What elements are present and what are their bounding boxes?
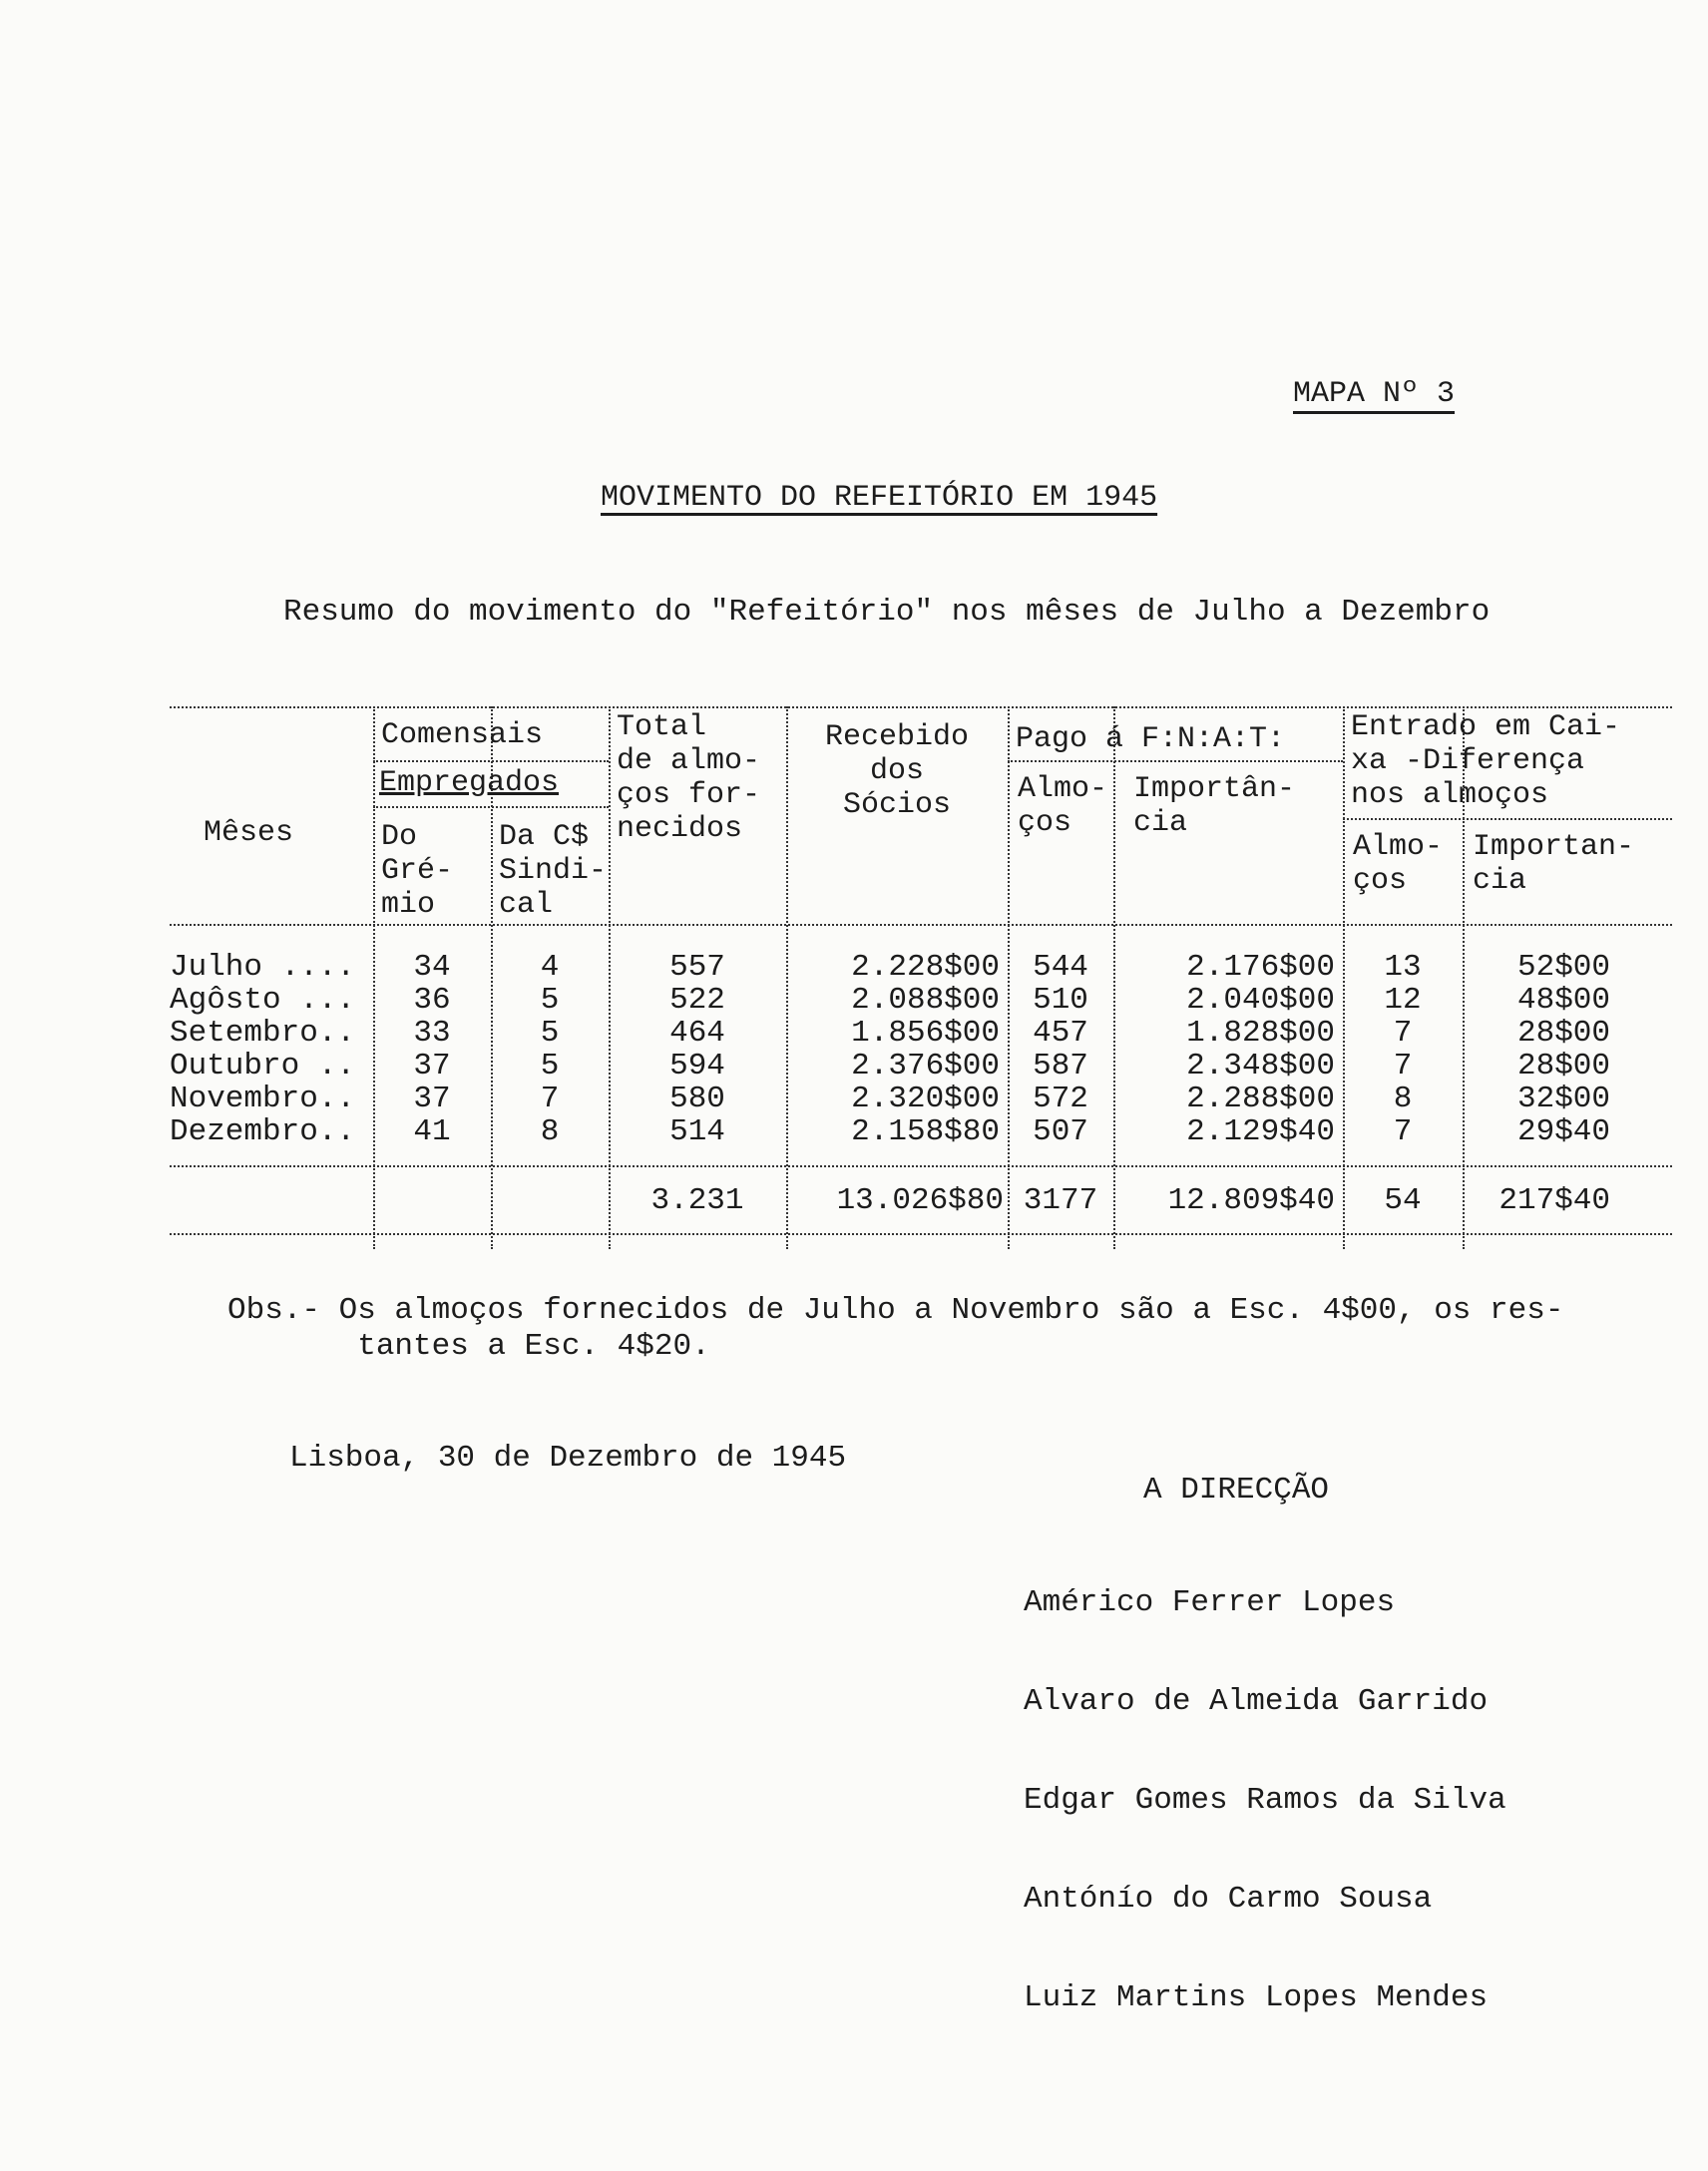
header-comensais: Comensais <box>381 718 544 752</box>
cell-do-gremio: 37 <box>413 1049 451 1084</box>
table-rule-bottom <box>170 1233 1672 1235</box>
header-pago: Pago á F:N:A:T: <box>1016 722 1286 756</box>
observation-note: Obs.- Os almoços fornecidos de Julho a Novembro são a Esc. 4$00, os res- tantes a Esc. 4$20. <box>227 1293 1564 1364</box>
cell-recebido: 2.320$00 <box>851 1082 1000 1116</box>
header-da-c-sindical: Da C$ Sindi- cal <box>499 820 608 922</box>
header-entrado: Entrado em Cai- xa -Diferença nos almoços <box>1351 710 1621 812</box>
cell-recebido: 2.228$00 <box>851 950 1000 985</box>
document-subtitle: Resumo do movimento do "Refeitório" nos mêses de Julho a Dezembro <box>283 595 1491 630</box>
header-meses: Mêses <box>204 816 294 850</box>
cell-pago-imp: 1.828$00 <box>1186 1016 1335 1051</box>
cell-pago-imp: 2.348$00 <box>1186 1049 1335 1084</box>
cell-total: 557 <box>669 950 725 985</box>
summary-table <box>170 706 1672 1249</box>
header-entrado-almocos: Almo- ços <box>1353 830 1444 898</box>
cell-da-cs: 5 <box>540 1049 560 1084</box>
header-empregados: Empregados <box>379 766 560 800</box>
cell-ent-alm: 8 <box>1393 1082 1413 1116</box>
cell-da-cs: 5 <box>540 1016 560 1051</box>
signatory-name: Luiz Martins Lopes Mendes <box>1024 1980 1489 2015</box>
cell-da-cs: 8 <box>540 1114 560 1149</box>
cell-da-cs: 4 <box>540 950 560 985</box>
cell-ent-imp: 29$40 <box>1516 1114 1610 1149</box>
cell-ent-imp: 52$00 <box>1516 950 1610 985</box>
total-pago-imp: 12.809$40 <box>1167 1183 1335 1218</box>
cell-ent-imp: 28$00 <box>1516 1049 1610 1084</box>
cell-total: 522 <box>669 983 725 1018</box>
header-pago-almocos: Almo- ços <box>1018 772 1108 840</box>
cell-recebido: 2.158$80 <box>851 1114 1000 1149</box>
cell-ent-alm: 7 <box>1393 1114 1413 1149</box>
cell-recebido: 2.088$00 <box>851 983 1000 1018</box>
cell-pago-imp: 2.129$40 <box>1186 1114 1335 1149</box>
cell-ent-alm: 7 <box>1393 1016 1413 1051</box>
header-total: Total de almo- ços for- necidos <box>617 710 761 846</box>
cell-mes: Novembro.. <box>170 1082 356 1116</box>
cell-da-cs: 7 <box>540 1082 560 1116</box>
cell-pago-imp: 2.040$00 <box>1186 983 1335 1018</box>
header-entrado-importancia: Importan- cia <box>1473 830 1635 898</box>
table-rule-header <box>170 924 1672 926</box>
cell-pago-alm: 510 <box>1033 983 1088 1018</box>
cell-pago-alm: 507 <box>1033 1114 1088 1149</box>
header-recebido: Recebido dos Sócios <box>824 720 970 822</box>
cell-total: 594 <box>669 1049 725 1084</box>
cell-ent-imp: 32$00 <box>1516 1082 1610 1116</box>
document-title: MOVIMENTO DO REFEITÓRIO EM 1945 <box>601 481 1158 515</box>
cell-do-gremio: 37 <box>413 1082 451 1116</box>
cell-ent-imp: 48$00 <box>1516 983 1610 1018</box>
signature-heading: A DIRECÇÃO <box>1143 1473 1330 1508</box>
total-almocos: 3.231 <box>650 1183 744 1218</box>
cell-do-gremio: 36 <box>413 983 451 1018</box>
cell-total: 464 <box>669 1016 725 1051</box>
cell-pago-alm: 587 <box>1033 1049 1088 1084</box>
cell-pago-alm: 457 <box>1033 1016 1088 1051</box>
cell-mes: Setembro.. <box>170 1016 356 1051</box>
cell-pago-imp: 2.288$00 <box>1186 1082 1335 1116</box>
cell-do-gremio: 41 <box>413 1114 451 1149</box>
signatory-name: Antónío do Carmo Sousa <box>1024 1882 1433 1917</box>
table-rule-top <box>170 706 1672 708</box>
cell-mes: Julho .... <box>170 950 356 985</box>
cell-ent-alm: 12 <box>1384 983 1422 1018</box>
signatory-names <box>1024 1520 1506 2047</box>
map-number: MAPA Nº 3 <box>1293 377 1456 411</box>
cell-pago-alm: 572 <box>1033 1082 1088 1116</box>
cell-mes: Agôsto ... <box>170 983 356 1018</box>
total-recebido: 13.026$80 <box>836 1183 1004 1218</box>
cell-da-cs: 5 <box>540 983 560 1018</box>
signatory-name: Américo Ferrer Lopes <box>1024 1585 1396 1620</box>
table-rule-body <box>170 1165 1672 1167</box>
cell-mes: Dezembro.. <box>170 1114 356 1149</box>
cell-ent-imp: 28$00 <box>1516 1016 1610 1051</box>
cell-do-gremio: 34 <box>413 950 451 985</box>
cell-pago-imp: 2.176$00 <box>1186 950 1335 985</box>
signatory-name: Edgar Gomes Ramos da Silva <box>1024 1783 1506 1818</box>
rule-pago <box>1008 760 1343 762</box>
total-ent-alm: 54 <box>1384 1183 1422 1218</box>
cell-total: 580 <box>669 1082 725 1116</box>
header-do-gremio: Do Gré- mio <box>381 820 454 922</box>
cell-recebido: 1.856$00 <box>851 1016 1000 1051</box>
total-ent-imp: 217$40 <box>1498 1183 1610 1218</box>
signatory-name: Alvaro de Almeida Garrido <box>1024 1684 1489 1719</box>
cell-do-gremio: 33 <box>413 1016 451 1051</box>
cell-ent-alm: 13 <box>1384 950 1422 985</box>
cell-ent-alm: 7 <box>1393 1049 1413 1084</box>
place-date: Lisboa, 30 de Dezembro de 1945 <box>289 1441 847 1476</box>
cell-mes: Outubro .. <box>170 1049 356 1084</box>
total-pago-alm: 3177 <box>1023 1183 1098 1218</box>
cell-total: 514 <box>669 1114 725 1149</box>
cell-pago-alm: 544 <box>1033 950 1088 985</box>
header-pago-importancia: Importân- cia <box>1133 772 1296 840</box>
cell-recebido: 2.376$00 <box>851 1049 1000 1084</box>
rule-entrado <box>1343 818 1672 820</box>
